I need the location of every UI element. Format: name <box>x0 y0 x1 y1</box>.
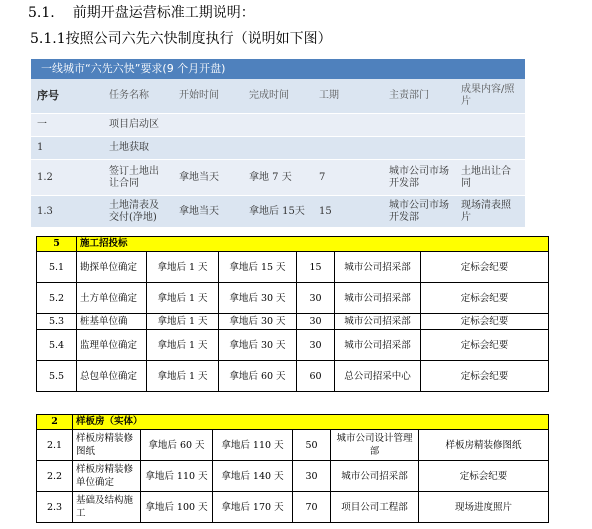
table-cell: 总包单位确定 <box>77 361 147 392</box>
table-cell: 定标会纪要 <box>421 252 549 283</box>
table-cell: 拿地 7 天 <box>243 160 313 196</box>
table-cell: 一 <box>31 114 103 137</box>
table-cell: 土方单位确定 <box>77 283 147 314</box>
table-cell: 项目启动区 <box>103 114 173 137</box>
table-cell: 拿地后 110 天 <box>141 461 213 492</box>
table-row <box>37 361 549 392</box>
table-cell: 现场清表照片 <box>455 196 525 228</box>
table-cell: 基础及结构施工 <box>73 492 141 523</box>
table-cell: 拿地后 30 天 <box>219 314 297 330</box>
table-cell: 城市公司市场开发部 <box>383 196 455 228</box>
table-row <box>31 137 525 160</box>
table-row <box>37 430 549 461</box>
table-header-row <box>31 79 525 114</box>
table-cell: 现场进度照片 <box>419 492 549 523</box>
subsection-heading: 5.1.1按照公司六先六快制度执行（说明如下图） <box>30 31 332 47</box>
table-cell: 7 <box>313 160 383 196</box>
table-cell: 拿地当天 <box>173 196 243 228</box>
table-cell: 城市公司招采部 <box>335 252 421 283</box>
table-cell: 桩基单位确 <box>77 314 147 330</box>
table-cell: 拿地后 170 天 <box>213 492 293 523</box>
table-cell: 拿地后 1 天 <box>147 314 219 330</box>
table-cell <box>455 137 525 160</box>
column-header: 序号 <box>31 79 103 114</box>
table-cell: 2.2 <box>37 461 73 492</box>
section-name: 施工招投标 <box>77 237 549 252</box>
table-cell: 5.1 <box>37 252 77 283</box>
table-row <box>37 492 549 523</box>
column-header: 任务名称 <box>103 79 173 114</box>
table-cell: 5.5 <box>37 361 77 392</box>
table-cell: 土地清表及交付(净地) <box>103 196 173 228</box>
table-cell: 30 <box>293 461 331 492</box>
table-cell: 城市公司设计管理部 <box>331 430 419 461</box>
table-cell: 拿地后 1 天 <box>147 252 219 283</box>
table-row <box>31 114 525 137</box>
table-cell: 拿地后 60 天 <box>141 430 213 461</box>
table-cell <box>383 114 455 137</box>
table-cell: 定标会纪要 <box>421 283 549 314</box>
table-title: 一线城市“六先六快”要求(9 个月开盘) <box>31 59 525 79</box>
table-cell: 30 <box>297 314 335 330</box>
section-number: 5.1. <box>28 5 55 21</box>
table-cell: 定标会纪要 <box>421 361 549 392</box>
table-cell: 拿地后 140 天 <box>213 461 293 492</box>
column-header: 成果内容/照片 <box>455 79 525 114</box>
table-cell <box>173 114 243 137</box>
table-cell: 拿地后 1 天 <box>147 330 219 361</box>
table-cell <box>313 137 383 160</box>
table-cell: 拿地后 15天 <box>243 196 313 228</box>
table-cell <box>173 137 243 160</box>
table-cell: 5.4 <box>37 330 77 361</box>
table-row <box>37 283 549 314</box>
column-header: 开始时间 <box>173 79 243 114</box>
table-cell: 拿地后 15 天 <box>219 252 297 283</box>
table-cell: 30 <box>297 330 335 361</box>
table-cell: 定标会纪要 <box>421 330 549 361</box>
table-cell: 样板房精装修单位确定 <box>73 461 141 492</box>
table-cell: 2.1 <box>37 430 73 461</box>
table-cell: 70 <box>293 492 331 523</box>
table-cell: 城市公司市场开发部 <box>383 160 455 196</box>
table-row <box>37 314 549 330</box>
table-row <box>31 196 525 228</box>
table-cell: 土地出让合同 <box>455 160 525 196</box>
column-header: 完成时间 <box>243 79 313 114</box>
table-cell: 城市公司招采部 <box>335 314 421 330</box>
table-cell: 15 <box>297 252 335 283</box>
table-cell: 签订土地出让合同 <box>103 160 173 196</box>
table-cell: 监理单位确定 <box>77 330 147 361</box>
section-heading <box>28 2 255 22</box>
table-cell <box>313 114 383 137</box>
table-row <box>37 252 549 283</box>
show-unit-schedule-table <box>36 414 549 523</box>
table-cell: 30 <box>297 283 335 314</box>
table-cell: 拿地后 110 天 <box>213 430 293 461</box>
table-cell: 拿地后 1 天 <box>147 361 219 392</box>
table-cell: 拿地当天 <box>173 160 243 196</box>
table-cell: 勘探单位确定 <box>77 252 147 283</box>
table-cell: 60 <box>297 361 335 392</box>
table-cell: 城市公司招采部 <box>331 461 419 492</box>
table-cell <box>243 114 313 137</box>
table-cell: 15 <box>313 196 383 228</box>
table-cell: 50 <box>293 430 331 461</box>
section-name: 样板房（实体） <box>73 415 549 430</box>
table-row <box>37 330 549 361</box>
section-header-row <box>37 237 549 252</box>
section-title: 前期开盘运营标准工期说明： <box>72 5 255 21</box>
table-cell: 1.2 <box>31 160 103 196</box>
table-cell: 总公司招采中心 <box>335 361 421 392</box>
bidding-schedule-table <box>36 236 549 392</box>
section-header-row <box>37 415 549 430</box>
table-cell <box>243 137 313 160</box>
table-cell <box>455 114 525 137</box>
table-cell: 样板房精装修图纸 <box>419 430 549 461</box>
table-cell: 项目公司工程部 <box>331 492 419 523</box>
table-cell: 定标会纪要 <box>421 314 549 330</box>
section-number: 5 <box>37 237 77 252</box>
table-cell: 土地获取 <box>103 137 173 160</box>
table-row <box>37 461 549 492</box>
table-cell: 定标会纪要 <box>419 461 549 492</box>
table-cell: 1.3 <box>31 196 103 228</box>
section-number: 2 <box>37 415 73 430</box>
table-cell: 拿地后 1 天 <box>147 283 219 314</box>
table-cell: 拿地后 100 天 <box>141 492 213 523</box>
table-cell: 城市公司招采部 <box>335 330 421 361</box>
table-cell: 样板房精装修图纸 <box>73 430 141 461</box>
table-cell: 拿地后 60 天 <box>219 361 297 392</box>
six-first-table <box>31 59 525 228</box>
table-cell: 拿地后 30 天 <box>219 330 297 361</box>
table-cell: 5.2 <box>37 283 77 314</box>
column-header: 主责部门 <box>383 79 455 114</box>
table-cell: 5.3 <box>37 314 77 330</box>
table-cell: 城市公司招采部 <box>335 283 421 314</box>
schedule-table-blue <box>31 79 525 228</box>
table-row <box>31 160 525 196</box>
column-header: 工期 <box>313 79 383 114</box>
table-cell: 拿地后 30 天 <box>219 283 297 314</box>
table-cell <box>383 137 455 160</box>
table-cell: 1 <box>31 137 103 160</box>
table-cell: 2.3 <box>37 492 73 523</box>
